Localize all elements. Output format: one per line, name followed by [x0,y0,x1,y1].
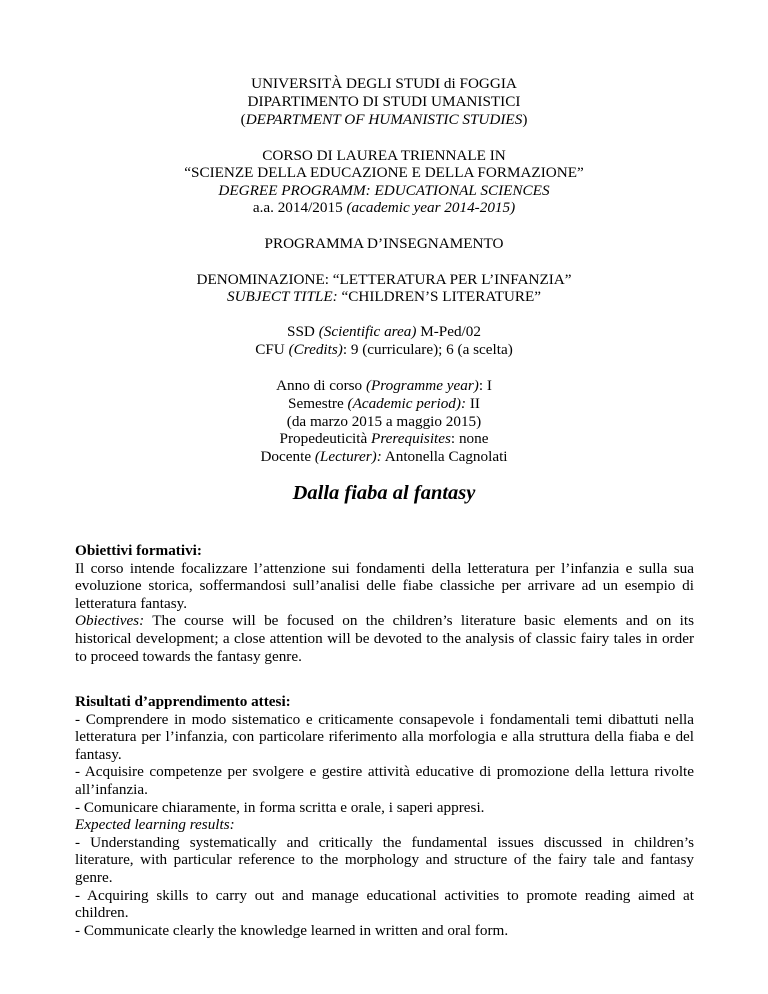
results-line: - Comunicare chiaramente, in forma scritta e orale, i saperi appresi. [75,798,485,816]
ssd-line: SSD (Scientific area) M-Ped/02 [287,323,481,340]
prerequisites-line: Propedeuticità Prerequisites: none [279,430,489,447]
learning-results-section [75,693,694,939]
results-en-line: children. [75,904,129,922]
course-line-3-en: DEGREE PROGRAMM: EDUCATIONAL SCIENCES [218,182,550,199]
objectives-en-line: Obiectives: The course will be focused on the children’s literature basic elements and on its [75,612,694,630]
semester-line: Semestre (Academic period): II [288,395,480,412]
results-en-heading: Expected learning results: [75,816,235,834]
department-name: DIPARTIMENTO DI STUDI UMANISTICI [247,93,521,110]
objectives-text-line: Il corso intende focalizzare l’attenzione sui fondamenti della letteratura per l’infanzia e sulla sua [75,559,694,577]
results-line: all’infanzia. [75,780,148,798]
results-line: - Comprendere in modo sistematico e criticamente consapevole i fondamentali temi dibattuti nella [75,710,694,728]
cfu-line: CFU (Credits): 9 (curriculare); 6 (a scelta) [255,341,513,358]
subject-title-en: SUBJECT TITLE: “CHILDREN’S LITERATURE” [226,288,541,305]
results-en-line: - Communicate clearly the knowledge learned in written and oral form. [75,921,509,939]
course-line-1: CORSO DI LAUREA TRIENNALE IN [262,147,506,164]
department-name-en: (DEPARTMENT OF HUMANISTIC STUDIES) [240,111,528,128]
objectives-section [75,542,694,665]
objectives-heading: Obiettivi formativi: [75,542,202,559]
academic-year: a.a. 2014/2015 (academic year 2014-2015) [252,199,516,216]
course-title: Dalla fiaba al fantasy [292,482,476,504]
semester-dates: (da marzo 2015 a maggio 2015) [286,413,482,430]
objectives-text-line: evoluzione storica, soffermandosi sull’analisi delle fiabe classiche per arrivare ad un esempio di [75,577,694,595]
results-line: fantasy. [75,745,122,763]
program-heading: PROGRAMMA D’INSEGNAMENTO [264,235,504,252]
objectives-en-line: to proceed towards the fantasy genre. [75,647,302,665]
objectives-en-line: historical development; a close attention will be devoted to the analysis of classic fairy tales in order [75,629,694,647]
results-line: - Acquisire competenze per svolgere e gestire attività educative di promozione della lettura rivolte [75,763,694,781]
results-en-line: - Understanding systematically and critically the fundamental issues discussed in children’s [75,833,694,851]
results-line: letteratura per l’infanzia, con particolare riferimento alla morfologia e alla struttura della fiaba e del [75,728,694,746]
results-heading: Risultati d’apprendimento attesi: [75,693,291,710]
results-en-line: genre. [75,868,113,886]
objectives-text-line: letteratura fantasy. [75,594,188,612]
lecturer-line: Docente (Lecturer): Antonella Cagnolati [260,448,508,465]
subject-title-it: DENOMINAZIONE: “LETTERATURA PER L’INFANZIA” [196,271,572,288]
results-en-line: literature, with particular reference to the morphology and structure of the fairy tale and fantasy [75,851,694,869]
university-name: UNIVERSITÀ DEGLI STUDI di FOGGIA [251,75,517,92]
programme-year-line: Anno di corso (Programme year): I [276,377,492,394]
course-line-2: “SCIENZE DELLA EDUCAZIONE E DELLA FORMAZIONE” [184,164,584,181]
results-en-line: - Acquiring skills to carry out and manage educational activities to promote reading aimed at [75,886,694,904]
